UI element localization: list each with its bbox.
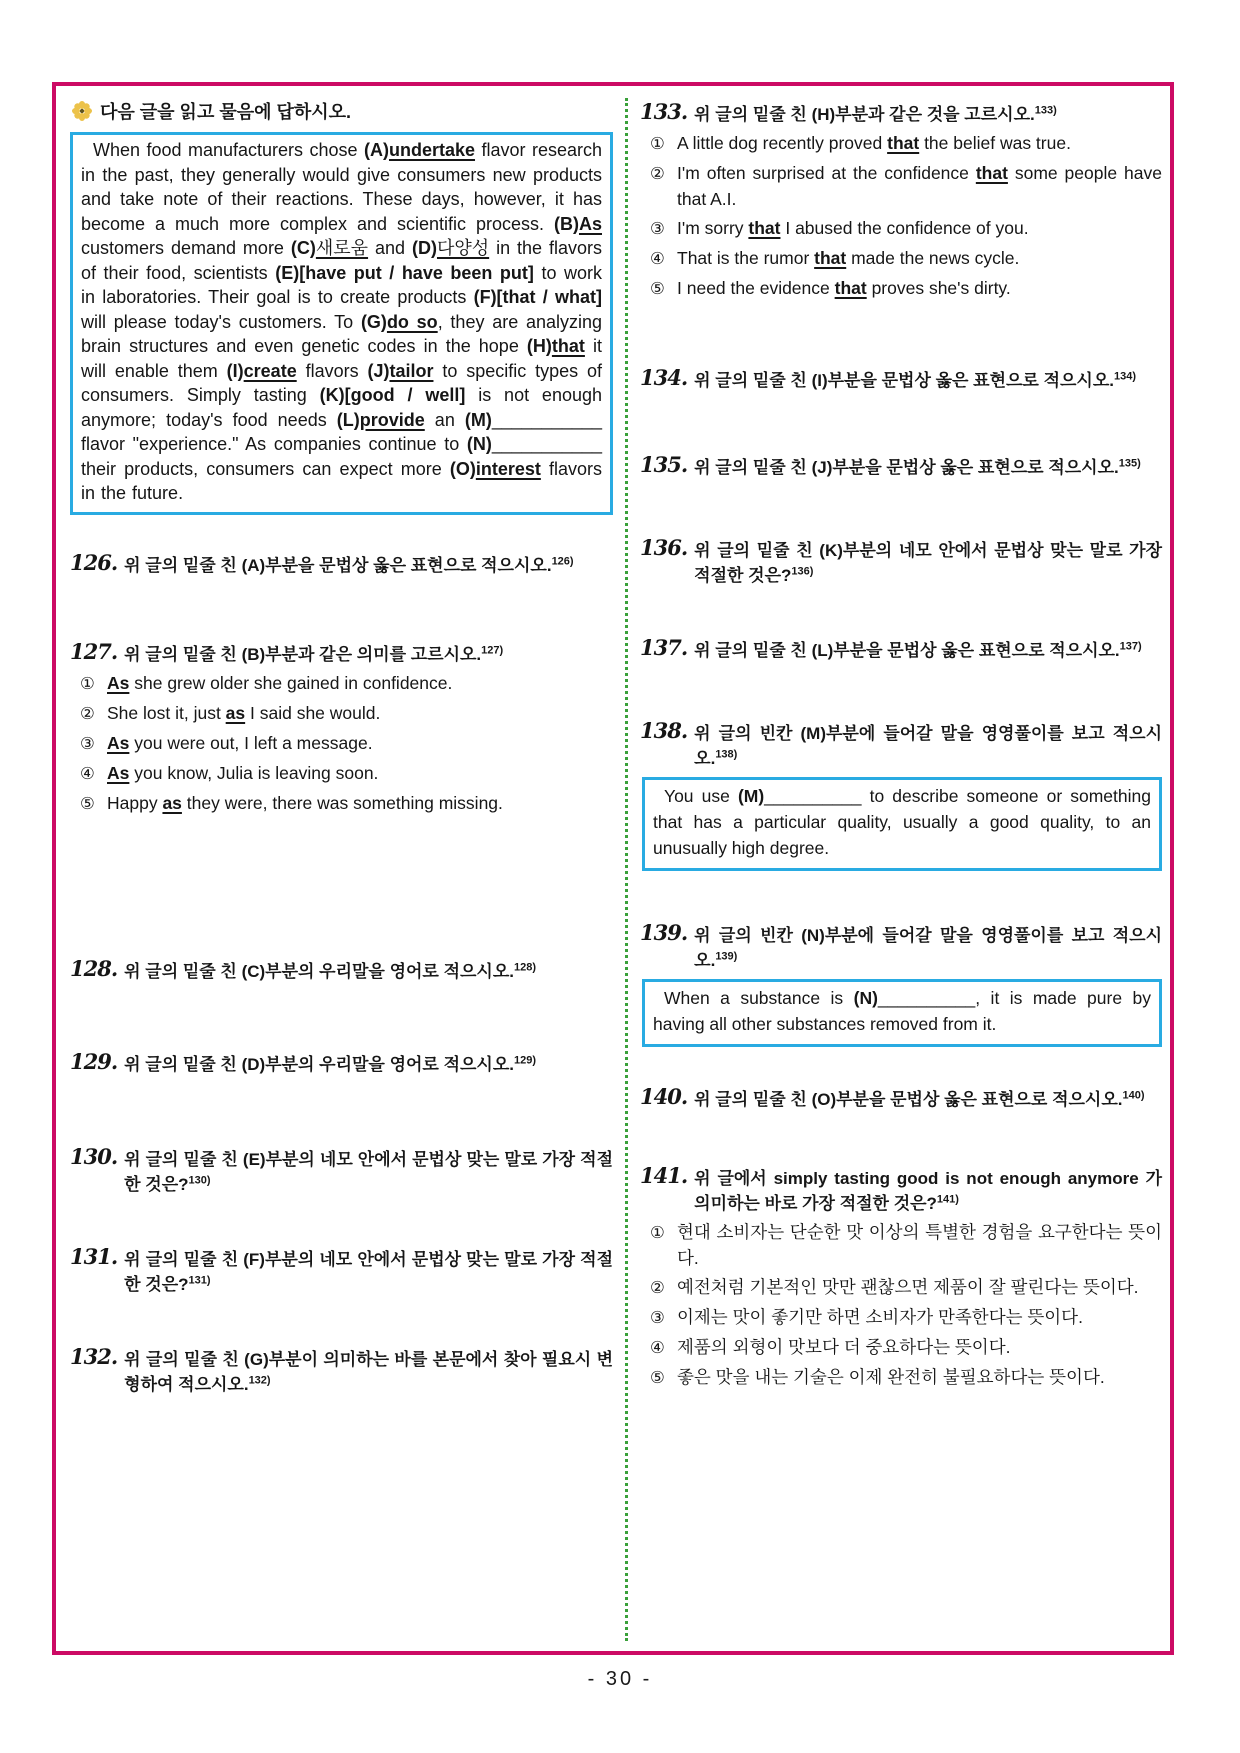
bold-term: (O): [449, 458, 476, 479]
question-128: [70, 955, 613, 984]
footnote-ref: 133): [1034, 104, 1057, 117]
option-marker: ⑤: [80, 794, 95, 813]
question-text: [694, 1162, 1162, 1216]
question-text: [694, 919, 1162, 973]
question-126: [70, 549, 613, 578]
option-text: [677, 215, 1162, 242]
option-marker: ④: [80, 764, 95, 783]
option-marker: ④: [650, 250, 665, 268]
question-132: [70, 1343, 613, 1397]
option-marker: ③: [650, 220, 665, 238]
question-text-content: 위 글의 밑줄 친 (J)부분을 문법상 옳은 표현으로 적으시오.: [694, 458, 1119, 477]
underlined-term: undertake: [388, 140, 476, 160]
question-number: 127.: [70, 638, 118, 664]
footnote-ref: 140): [1122, 1089, 1145, 1102]
text-segment: she grew older she gained in confidence.: [129, 672, 453, 693]
bold-term: (I): [226, 360, 244, 381]
text-segment: I said she would.: [245, 702, 381, 723]
option-item: [650, 1364, 1162, 1391]
option-text: [107, 730, 613, 757]
text-segment: ___________: [491, 434, 602, 454]
question-text-content: 위 글의 밑줄 친 (D)부분의 우리말을 영어로 적으시오.: [124, 1054, 514, 1074]
underlined-term: As: [107, 672, 130, 693]
bold-term: (A): [363, 140, 389, 160]
option-text: [677, 1364, 1162, 1391]
question-text: [694, 451, 1162, 480]
bold-term: (M): [464, 409, 492, 430]
bold-term: (C): [290, 238, 316, 258]
question-header: [640, 634, 1162, 663]
flower-icon: [72, 101, 92, 121]
question-text-content: 위 글의 밑줄 친 (L)부분을 문법상 옳은 표현으로 적으시오.: [694, 641, 1120, 660]
question-header: [640, 534, 1162, 588]
option-text: [677, 1219, 1162, 1271]
left-column: [70, 96, 613, 1641]
option-item: [650, 1274, 1162, 1301]
option-marker: ②: [650, 1279, 665, 1297]
option-text: [677, 1334, 1162, 1361]
text-segment: you were out, I left a message.: [129, 732, 373, 753]
text-segment: and: [368, 238, 412, 258]
bold-term: (J): [367, 360, 390, 381]
instruction-text: 다음 글을 읽고 물음에 답하시오.: [100, 102, 352, 122]
bold-term: (E)[have put / have been put]: [275, 262, 534, 283]
bold-term: (H): [526, 336, 552, 356]
option-item: [650, 1219, 1162, 1271]
question-text: [124, 549, 613, 578]
question-text: [124, 1048, 613, 1077]
question-text-content: 위 글의 밑줄 친 (A)부분을 문법상 옳은 표현으로 적으시오.: [124, 555, 552, 575]
question-number: 141.: [640, 1163, 688, 1188]
option-item: [650, 160, 1162, 212]
option-item: [80, 700, 613, 727]
option-item: [650, 275, 1162, 302]
question-number: 129.: [70, 1048, 118, 1074]
bold-term: (N): [466, 434, 492, 454]
question-text: [124, 1343, 613, 1397]
text-segment: an: [424, 409, 465, 430]
option-text: [107, 670, 613, 697]
option-item: [650, 245, 1162, 272]
bold-term: (L): [336, 409, 360, 430]
text-segment: You use: [664, 786, 738, 806]
question-number: 128.: [70, 955, 118, 981]
option-item: [80, 760, 613, 787]
footnote-ref: 131): [188, 1273, 211, 1286]
underlined-term: that: [748, 218, 781, 238]
text-segment: When food manufacturers chose: [93, 140, 364, 160]
option-item: [650, 130, 1162, 157]
underlined-term: tailor: [389, 360, 434, 381]
option-marker: ①: [650, 135, 665, 153]
option-item: [650, 215, 1162, 242]
page-footer: [0, 1668, 1240, 1691]
section-instruction: [72, 98, 613, 124]
underlined-term: do so: [386, 311, 438, 332]
footnote-ref: 126): [551, 554, 574, 567]
text-segment: flavor "experience." As companies continue to: [81, 434, 467, 454]
question-number: 137.: [640, 635, 688, 660]
question-130: [70, 1143, 613, 1197]
question-text: [694, 717, 1162, 771]
question-137: [640, 634, 1162, 663]
question-header: [70, 638, 613, 667]
text-segment: will please today's customers. To: [81, 311, 361, 332]
column-divider: [625, 98, 628, 1641]
text-segment: proves she's dirty.: [866, 278, 1011, 298]
underlined-term: interest: [475, 458, 541, 479]
footnote-ref: 130): [188, 1173, 211, 1186]
question-text: [694, 364, 1162, 393]
underlined-term: that: [887, 133, 920, 153]
bold-term: (G): [360, 311, 387, 332]
question-number: 139.: [640, 920, 688, 945]
text-segment: is not enough anymore; today's food needs: [81, 385, 602, 430]
question-number: 131.: [70, 1243, 118, 1269]
option-marker: ①: [80, 674, 95, 693]
option-marker: ②: [80, 704, 95, 723]
footnote-ref: 132): [248, 1373, 271, 1386]
question-header: [70, 1343, 613, 1397]
option-item: [80, 730, 613, 757]
footnote-ref: 135): [1118, 457, 1141, 470]
underlined-term: that: [834, 278, 867, 298]
question-text-content: 위 글의 빈칸 (M)부분에 들어갈 말을 영영풀이를 보고 적으시오.: [694, 724, 1162, 768]
option-text: [677, 130, 1162, 157]
underlined-term: provide: [359, 409, 425, 430]
text-segment: , it is made pure by having all other substances removed from it.: [653, 988, 1151, 1034]
text-segment: I need the evidence: [677, 278, 835, 298]
underlined-term: 다양성: [436, 238, 490, 258]
question-text-content: 위 글의 밑줄 친 (C)부분의 우리말을 영어로 적으시오.: [124, 961, 514, 981]
question-text-content: 위 글의 밑줄 친 (I)부분을 문법상 옳은 표현으로 적으시오.: [694, 371, 1114, 390]
text-segment: I'm often surprised at the confidence: [677, 163, 976, 183]
question-number: 126.: [70, 549, 118, 575]
option-item: [80, 670, 613, 697]
text-segment: 좋은 맛을 내는 기술은 이제 완전히 불필요하다는 뜻이다.: [677, 1367, 1105, 1387]
question-text: [694, 634, 1162, 663]
footnote-ref: 138): [715, 748, 738, 761]
bold-term: (M): [737, 786, 765, 806]
question-131: [70, 1243, 613, 1297]
text-segment: flavor research in the past, they generally would give consumers new products and take note of their reactions. These days, however, it has become a much more complex and scientific process.: [81, 140, 602, 234]
question-text-content: 위 글의 밑줄 친 (O)부분을 문법상 옳은 표현으로 적으시오.: [694, 1090, 1123, 1109]
right-questions: [640, 98, 1162, 1391]
question-header: [70, 1243, 613, 1297]
underlined-term: as: [225, 702, 246, 723]
question-text-content: 위 글의 밑줄 친 (E)부분의 네모 안에서 문법상 맞는 말로 가장 적절한 것은?: [124, 1149, 613, 1194]
question-number: 138.: [640, 718, 688, 743]
option-text: [677, 1274, 1162, 1301]
question-text: [124, 955, 613, 984]
underlined-term: 새로움: [315, 238, 369, 258]
option-text: [107, 760, 613, 787]
text-segment: I abused the confidence of you.: [780, 218, 1029, 238]
text-segment: __________: [764, 786, 862, 806]
question-140: [640, 1083, 1162, 1112]
question-text-content: 위 글의 밑줄 친 (B)부분과 같은 의미를 고르시오.: [124, 644, 482, 664]
question-header: [640, 1083, 1162, 1112]
option-text: [677, 160, 1162, 212]
bold-term: (F)[that / what]: [473, 287, 602, 307]
question-text: [694, 534, 1162, 588]
text-segment: flavors: [296, 360, 368, 381]
question-number: 135.: [640, 452, 688, 477]
text-segment: , they are analyzing brain structures and even genetic codes in the hope: [81, 311, 603, 356]
text-segment: 제품의 외형이 맛보다 더 중요하다는 뜻이다.: [677, 1337, 1011, 1357]
page-border-frame: [52, 82, 1174, 1655]
underlined-term: as: [162, 792, 182, 813]
option-text: [677, 245, 1162, 272]
definition-box: [642, 979, 1162, 1047]
question-text-content: 위 글의 빈칸 (N)부분에 들어갈 말을 영영풀이를 보고 적으시오.: [694, 926, 1162, 970]
question-text-content: 위 글에서 simply tasting good is not enough anymore 가 의미하는 바로 가장 적절한 것은?: [694, 1169, 1162, 1213]
question-127: [70, 638, 613, 817]
text-segment: That is the rumor: [677, 248, 815, 268]
underlined-term: that: [551, 336, 585, 356]
question-header: [70, 955, 613, 984]
underlined-term: As: [107, 732, 130, 753]
footnote-ref: 128): [513, 960, 537, 973]
option-text: [677, 1304, 1162, 1331]
question-header: [640, 1162, 1162, 1216]
question-number: 130.: [70, 1143, 118, 1169]
bold-term: (N): [853, 988, 878, 1008]
text-segment: made the news cycle.: [846, 248, 1020, 268]
question-header: [70, 1143, 613, 1197]
text-segment: A little dog recently proved: [677, 133, 888, 153]
question-text-content: 위 글의 밑줄 친 (F)부분의 네모 안에서 문법상 맞는 말로 가장 적절한 것은?: [124, 1249, 613, 1294]
text-segment: She lost it, just: [107, 702, 226, 723]
text-segment: ___________: [491, 409, 602, 430]
question-text: [694, 1083, 1162, 1112]
right-column: [640, 96, 1162, 1641]
question-number: 132.: [70, 1343, 118, 1369]
text-segment: 현대 소비자는 단순한 맛 이상의 특별한 경험을 요구한다는 뜻이다.: [677, 1222, 1162, 1268]
underlined-term: As: [578, 213, 602, 234]
question-number: 140.: [640, 1084, 688, 1109]
question-text: [124, 1243, 613, 1297]
option-item: [650, 1334, 1162, 1361]
text-segment: When a substance is: [664, 988, 854, 1008]
question-138: [640, 717, 1162, 871]
text-segment: __________: [877, 988, 976, 1008]
question-header: [640, 717, 1162, 771]
question-number: 134.: [640, 365, 688, 390]
footnote-ref: 129): [513, 1053, 537, 1066]
definition-box: [642, 777, 1162, 871]
passage-box: [70, 132, 613, 515]
question-header: [70, 1048, 613, 1077]
option-marker: ③: [650, 1309, 665, 1327]
question-header: [640, 451, 1162, 480]
option-marker: ②: [650, 165, 665, 183]
text-segment: you know, Julia is leaving soon.: [129, 762, 379, 783]
footnote-ref: 141): [936, 1193, 959, 1206]
option-marker: ③: [80, 734, 95, 753]
question-text-content: 위 글의 밑줄 친 (G)부분이 의미하는 바를 본문에서 찾아 필요시 변형하여 적으시오.: [124, 1349, 613, 1394]
text-segment: I'm sorry: [677, 218, 749, 238]
question-135: [640, 451, 1162, 480]
underlined-term: that: [814, 248, 847, 268]
question-header: [70, 549, 613, 578]
footnote-ref: 136): [791, 565, 814, 578]
option-item: [650, 1304, 1162, 1331]
question-header: [640, 364, 1162, 393]
question-129: [70, 1048, 613, 1077]
option-text: [677, 275, 1162, 302]
option-marker: ⑤: [650, 280, 665, 298]
text-segment: customers demand more: [81, 238, 291, 258]
question-text-content: 위 글의 밑줄 친 (K)부분의 네모 안에서 문법상 맞는 말로 가장 적절한 것은?: [694, 541, 1162, 585]
footnote-ref: 137): [1119, 640, 1142, 653]
bold-term: (D): [411, 238, 437, 258]
text-segment: to describe someone or something that has a particular quality, usually a good quality, to an unusually high degree.: [653, 786, 1151, 858]
text-segment: the belief was true.: [919, 133, 1071, 153]
footnote-ref: 134): [1114, 370, 1137, 383]
text-segment: Happy: [107, 792, 163, 813]
question-header: [640, 919, 1162, 973]
underlined-term: As: [107, 762, 130, 783]
text-segment: it will enable them: [81, 336, 602, 381]
text-segment: 예전처럼 기본적인 맛만 괜찮으면 제품이 잘 팔린다는 뜻이다.: [677, 1277, 1139, 1297]
question-133: [640, 98, 1162, 302]
option-marker: ①: [650, 1224, 665, 1242]
footnote-ref: 139): [715, 950, 738, 963]
option-item: [80, 790, 613, 817]
text-segment: some people have that A.I.: [677, 163, 1162, 209]
option-marker: ④: [650, 1339, 665, 1357]
question-134: [640, 364, 1162, 393]
underlined-term: that: [975, 163, 1008, 183]
question-136: [640, 534, 1162, 588]
question-number: 133.: [640, 99, 688, 124]
text-segment: to specific types of consumers. Simply tasting: [81, 360, 602, 405]
text-segment: they were, there was something missing.: [181, 792, 503, 813]
text-segment: 이제는 맛이 좋기만 하면 소비자가 만족한다는 뜻이다.: [677, 1307, 1083, 1327]
text-segment: to work in laboratories. Their goal is to create products: [81, 262, 602, 307]
bold-term: (K)[good / well]: [319, 385, 466, 405]
bold-term: (B): [553, 213, 579, 234]
page-number: - 30 -: [587, 1668, 653, 1690]
footnote-ref: 127): [481, 643, 504, 656]
question-139: [640, 919, 1162, 1047]
text-segment: their products, consumers can expect more: [81, 458, 450, 479]
text-segment: in the flavors of their food, scientists: [81, 238, 602, 283]
option-text: [107, 790, 613, 817]
question-text-content: 위 글의 밑줄 친 (H)부분과 같은 것을 고르시오.: [694, 105, 1035, 124]
question-header: [640, 98, 1162, 127]
question-141: [640, 1162, 1162, 1391]
question-number: 136.: [640, 535, 688, 560]
left-questions: [70, 549, 613, 1397]
question-text: [124, 1143, 613, 1197]
option-text: [107, 700, 613, 727]
underlined-term: create: [243, 360, 297, 381]
option-marker: ⑤: [650, 1369, 665, 1387]
question-text: [694, 98, 1162, 127]
text-segment: flavors in the future.: [81, 458, 602, 503]
question-text: [124, 638, 613, 667]
